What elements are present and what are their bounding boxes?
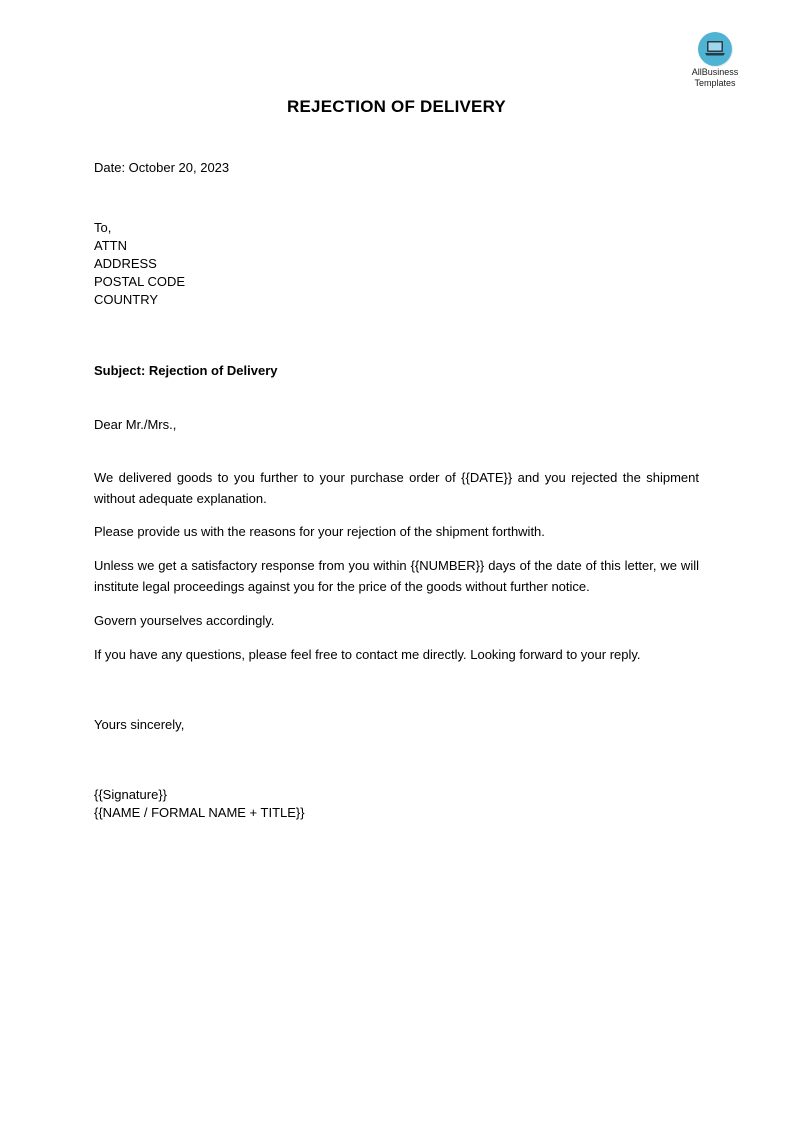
letter-closing: Yours sincerely,: [94, 717, 185, 732]
letter-salutation: Dear Mr./Mrs.,: [94, 417, 177, 432]
logo-text-line2: Templates: [694, 78, 736, 88]
letter-date: Date: October 20, 2023: [94, 160, 230, 175]
recipient-country: COUNTRY: [94, 292, 159, 307]
body-paragraph: Unless we get a satisfactory response from you within {{NUMBER}} days of the date of this letter, we will institute legal proceedings against you for the price of the goods without further notice.: [94, 558, 699, 594]
recipient-postal-code: POSTAL CODE: [94, 274, 186, 289]
recipient-address: ADDRESS: [94, 256, 157, 271]
brand-logo: [686, 32, 744, 92]
document-title: REJECTION OF DELIVERY: [287, 97, 506, 116]
body-paragraph: If you have any questions, please feel free to contact me directly. Looking forward to your reply.: [94, 647, 641, 662]
body-paragraph: Please provide us with the reasons for your rejection of the shipment forthwith.: [94, 524, 545, 539]
signer-name-placeholder: {{NAME / FORMAL NAME + TITLE}}: [94, 805, 305, 820]
laptop-icon: [698, 32, 732, 66]
signature-placeholder: {{Signature}}: [94, 787, 168, 802]
recipient-attn: ATTN: [94, 238, 127, 253]
recipient-to: To,: [94, 220, 112, 235]
logo-text-line1: AllBusiness: [691, 67, 739, 77]
body-paragraph: We delivered goods to you further to your purchase order of {{DATE}} and you rejected the shipment without adequate explanation.: [94, 470, 699, 506]
body-paragraph: Govern yourselves accordingly.: [94, 613, 275, 628]
letter-subject: Subject: Rejection of Delivery: [94, 363, 278, 378]
